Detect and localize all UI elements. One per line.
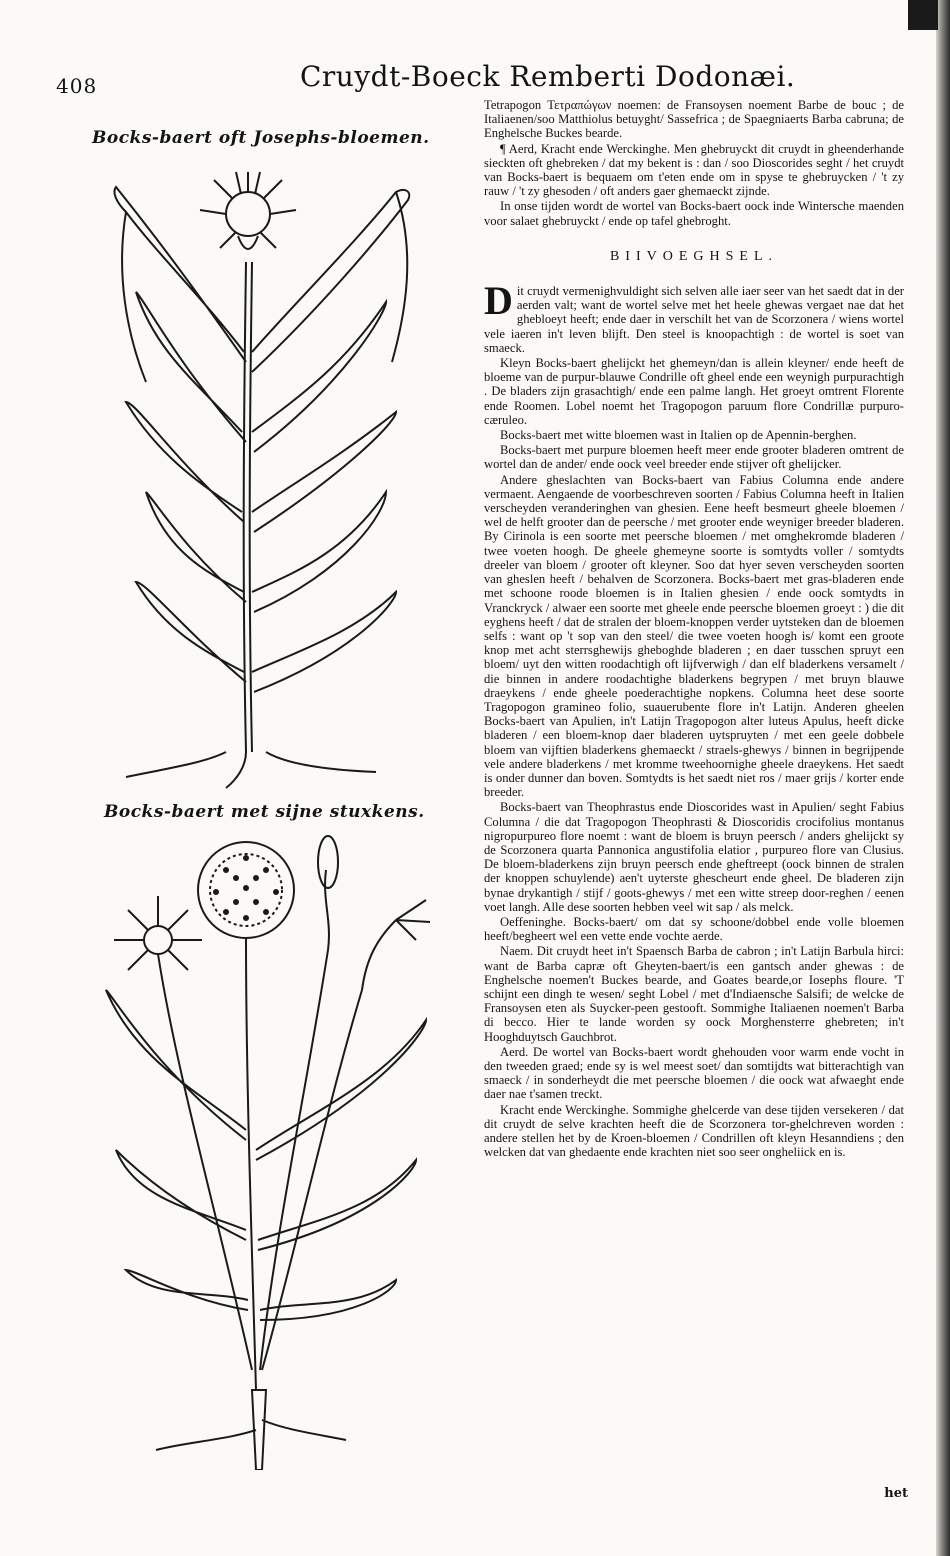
paragraph: Naem. Dit cruydt heet in't Spaensch Barba de cabron ; in't Latijn Barbula hirci: want de Barba capræ oft Gheyten-baert/is een gantsch ander ghewas : de Enghelsche noemen't Buckes bearde, and Goates bearde,or Iosephs floure. 'T schijnt een dingh te wesen/ seght Lobel / met d'Indiaensche Salsifi; de welcke de Fransoysen eten als Suycker-peen gestooft. Sommighe Italiaenen noemen't Barba di becco. Hier te lande worden sy oock Morghensterre ghebreten; in't Hooghduytsch Gauchbrot. [484,944,904,1044]
paragraph: In onse tijden wordt de wortel van Bocks-baert oock inde Wintersche maenden voor salaet ghebruyckt / ende op tafel ghebroght. [484,199,904,228]
catchword: het [884,1486,908,1501]
section-title: BIIVOEGHSEL. [609,248,779,264]
page-edge-shadow [936,0,950,1556]
main-text-column [484,98,904,1160]
paragraph: ¶ Aerd, Kracht ende Werckinghe. Men ghebruyckt dit cruydt in gheenderhande sieckten oft ghebreken / dat my bekent is : dan / soo Dioscorides seght / het cruydt van Bocks-baert is bequaem om t'eten ende om in spyse te ghebruycken / 't zy rauw / 't zy ghesoden / oft anders gaer ghemaeckt zijnde. [484,141,904,199]
paragraph: Kracht ende Werckinghe. Sommighe ghelcerde van dese tijden versekeren / dat dit cruydt de selve krachten heeft die de Scorzonera tor-ghelchreven worden : andere stellen het by de Kroen-bloemen / Condrillen oft kleyn Hesanndiens ; den welcken dat van ghedaente ende krachten niet soo seer ongheliick en is. [484,1102,904,1160]
paragraph: Oeffeninghe. Bocks-baert/ om dat sy schoone/dobbel ende volle bloemen heeft/begheert wel een vette ende vochte aerde. [484,914,904,944]
goatsbeard-plant-illustration [96,152,436,792]
paragraph: Tetrapogon Τετραπώγων noemen: de Fransoysen noement Barbe de bouc ; de Italiaenen/soo Matthiolus betuyght/ Sassefrica ; de Spaegniaerts Barba cabruna; de Enghelsche Buckes bearde. [484,98,904,141]
paragraph: Bocks-baert met purpure bloemen heeft meer ende grooter bladeren omtrent de wortel dan de ander/ ende oock veel breeder ende stijver oft ghelijcker. [484,443,904,472]
figure-caption-2: Bocks-baert met sijne stuxkens. [104,802,425,822]
figure-caption-1: Bocks-baert oft Josephs-bloemen. [92,128,430,148]
running-title: Cruydt-Boeck Remberti Dodonæi. [300,60,796,93]
paragraph: Bocks-baert met witte bloemen wast in Italien op de Apennin-berghen. [500,428,857,443]
page-corner-shadow [908,0,938,30]
paragraph: Bocks-baert van Theophrastus ende Dioscorides wast in Apulien/ seght Fabius Columna / die dat Tragopogon Theophrasti & Dioscoridis crocifolius montanus nigropurpureo flore noemt : want de bloem is bruyn peersch / anders ghelijckt sy de Scorzonera quarta Pannonica angustifolia elatior , purpureo flore van Clusius. De bloem-bladerkens zijn bruyn peersch ende gheftreept (oock binnen de stralen der knoppen schuylende) aen't uyterste ghescheurt ende gheel. De bladeren zijn bynae drykantigh / stijf / goots-ghewys / met een witte streep door-reghen / eenen voet langh. Alle dese soorten hebben veel wit sap / als melck. [484,800,904,914]
paragraph: Kleyn Bocks-baert ghelijckt het ghemeyn/dan is allein kleyner/ ende heeft de bloeme van de purpur-blauwe Condrille oft gheel ende een weynigh purpurachtigh . De bladers zijn grasachtigh/ ende een palme langh. Het groeyt omtrent Florente ende Roomen. Lobel noemt het Tragopogon paruum flore Condrillæ purpuro-cæruleo. [484,356,904,427]
paragraph: Dit cruydt vermenighvuldight sich selven alle iaer seer van het saedt dat in der aerden valt; want de wortel selve met het heele ghewas vergaet nae dat het ghebloeyt heeft; ende daer in verschilt het van de Scorzonera / wiens wortel vele iaeren in't leven blijft. Den steel is knoopachtigh : de wortel is soet van smaeck. [484,278,904,355]
paragraph: Aerd. De wortel van Bocks-baert wordt ghehouden voor warm ende vocht in den tweeden graed; ende sy is wel meest soet/ dan somtijdts wat bitterachtigh van smaeck / in sonderheydt die met peersche bloemen / die oock wat afwaeght ende daer nae t'samen treckt. [484,1044,904,1102]
page-number: 408 [56,74,98,98]
goatsbeard-flowering-plant-illustration [96,830,446,1470]
paragraph: Andere gheslachten van Bocks-baert van Fabius Columna ende andere vermaent. Aengaende de voorbeschreven soorten / Fabius Columna heeft in Italien verscheyden veranderinghen van ghesien. Eene heeft besmeurt gheele bloemen / wel de helft grooter dan de peersche / met grooter ende weyniger breeder bladeren. By Cirinola is een soorte met peersche bloemen / met omghekromde bladeren / twee voeten hoogh. De gheele ghemeyne soorte is somtydts voller / somtydts dreeler van bloem / grooter oft kleyner. Soo dat hyer seven verscheyden soorten van gheslen heeft / behalven de Scorzonera. Bocks-baert met gras-bladeren ende met schoone roode bloemen is in Italien ghesien / ende oock somtydts in Vranckryck / alwaer een soorte met gheele ende peersche bloemen groeyt : ) die dit eyghens heeft / dat de stralen der bloem-knoppen verder uytsteken dan de bloemen selfs : want op 't sop van den steel/ die twee voeten hoogh is/ komt een groote knop met acht sterrsghewijs gheboghde bladeren ; en daer tusschen spruyt een bloem/ uyt den witten roodachtigh oft lijfverwigh / dan elf bladerkens versamelt / die binnen in andere roodachtighe bladerkens begrypen / met bruyn blauwe draeykens / ende gheele poederachtighe nopkens. Columna heet dese soorte Tragopogon gramineo folio, suauerubente flore in't Latijn. Anderen gheelen Bocks-baert van Apulien, in't Latijn Tragopogon alter luteus Apulus, heeft dicke bladeren / een bloem-knop daer bladeren uytspruyten / met een geele dobbele bloem van vijftien bladerkens ghemaeckt / straels-ghewys / binnen in begrijpende vele andere bladerkens / met kromme tweehoornighe gheele draeykens. Het saedt is onder dunner dan boven. Somtydts is het saedt niet ros / maer grijs / korter ende breeder. [484,472,904,800]
